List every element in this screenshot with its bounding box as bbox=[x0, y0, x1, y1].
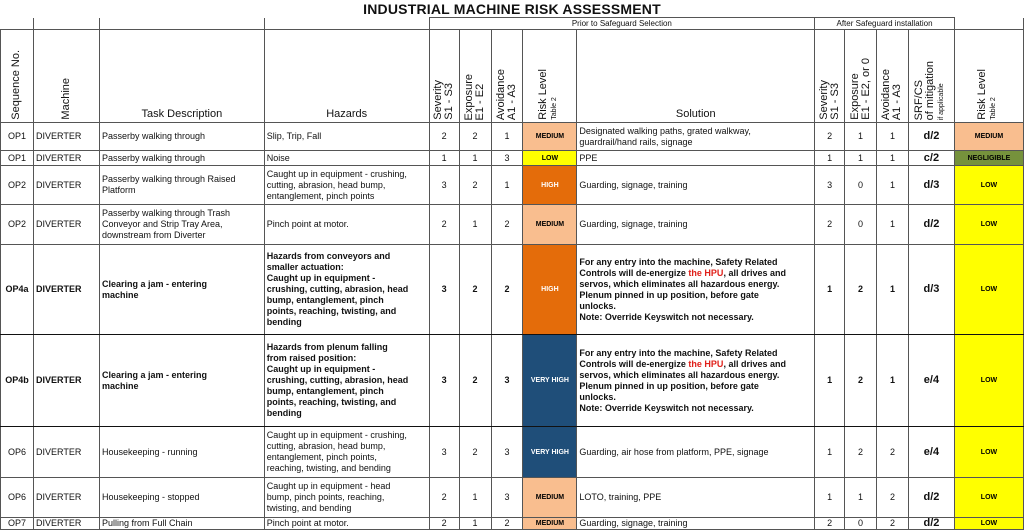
row-srf: d/2 bbox=[908, 518, 954, 530]
row-solution: Guarding, signage, training bbox=[577, 518, 815, 530]
row-machine: DIVERTER bbox=[33, 518, 99, 530]
row-severity: 3 bbox=[429, 427, 459, 478]
row-machine: DIVERTER bbox=[33, 205, 99, 245]
table-row bbox=[1, 123, 1024, 151]
row-exposure: 1 bbox=[459, 518, 491, 530]
row-exposure-after: 0 bbox=[845, 166, 877, 205]
risk-badge: HIGH bbox=[523, 166, 577, 205]
row-exposure: 1 bbox=[459, 151, 491, 166]
row-sequence: OP6 bbox=[1, 427, 34, 478]
row-exposure-after: 2 bbox=[845, 335, 877, 427]
row-solution: Designated walking paths, grated walkway, guardrail/hand rails, signage bbox=[577, 123, 815, 151]
row-machine: DIVERTER bbox=[33, 245, 99, 335]
row-sequence: OP4a bbox=[1, 245, 34, 335]
risk-badge-after: LOW bbox=[954, 335, 1023, 427]
row-solution: Guarding, air hose from platform, PPE, signage bbox=[577, 427, 815, 478]
row-avoidance: 2 bbox=[491, 518, 523, 530]
row-severity-after: 2 bbox=[815, 123, 845, 151]
row-exposure-after: 1 bbox=[845, 478, 877, 518]
header-srf: SRF/CS of mitigation if applicable bbox=[908, 30, 954, 123]
row-avoidance-after: 1 bbox=[877, 123, 909, 151]
row-solution: LOTO, training, PPE bbox=[577, 478, 815, 518]
row-exposure-after: 1 bbox=[845, 123, 877, 151]
row-avoidance-after: 1 bbox=[877, 335, 909, 427]
row-severity-after: 1 bbox=[815, 427, 845, 478]
row-hazards: Slip, Trip, Fall bbox=[264, 123, 429, 151]
row-task: Passerby walking through Trash Conveyor and Strip Tray Area, downstream from Diverter bbox=[99, 205, 264, 245]
row-srf: d/2 bbox=[908, 205, 954, 245]
row-hazards: Noise bbox=[264, 151, 429, 166]
group-before: Prior to Safeguard Selection bbox=[429, 18, 815, 30]
row-machine: DIVERTER bbox=[33, 123, 99, 151]
risk-badge: HIGH bbox=[523, 245, 577, 335]
row-severity: 2 bbox=[429, 205, 459, 245]
header-risk-after: Risk Level Table 2 bbox=[954, 30, 1023, 123]
row-avoidance: 1 bbox=[491, 123, 523, 151]
row-task: Housekeeping - running bbox=[99, 427, 264, 478]
row-severity-after: 1 bbox=[815, 151, 845, 166]
group-after: After Safeguard installation bbox=[815, 18, 955, 30]
row-hazards: Hazards from plenum falling from raised position: Caught up in equipment - crushing, cutting, abrasion, head bump, entanglement, pinch points, reaching, twisting, and bending bbox=[264, 335, 429, 427]
table-row bbox=[1, 205, 1024, 245]
row-srf: d/3 bbox=[908, 245, 954, 335]
row-avoidance: 3 bbox=[491, 151, 523, 166]
row-sequence: OP1 bbox=[1, 123, 34, 151]
column-header-row bbox=[1, 30, 1024, 123]
risk-badge: MEDIUM bbox=[523, 123, 577, 151]
row-exposure-after: 2 bbox=[845, 427, 877, 478]
row-hazards: Caught up in equipment - head bump, pinch points, reaching, twisting, and bending bbox=[264, 478, 429, 518]
row-exposure: 1 bbox=[459, 478, 491, 518]
row-avoidance-after: 2 bbox=[877, 427, 909, 478]
row-avoidance: 2 bbox=[491, 245, 523, 335]
row-srf: c/2 bbox=[908, 151, 954, 166]
row-exposure: 2 bbox=[459, 335, 491, 427]
row-avoidance-after: 1 bbox=[877, 245, 909, 335]
risk-badge-after: LOW bbox=[954, 478, 1023, 518]
row-solution: For any entry into the machine, Safety Related Controls will de-energize the HPU, all drives and servos, which eliminates all hazardous energy. Plenum pinned in up position, before gate unlocks. Note: Override Keyswitch not necessary. bbox=[577, 245, 815, 335]
row-machine: DIVERTER bbox=[33, 335, 99, 427]
row-avoidance-after: 1 bbox=[877, 205, 909, 245]
row-task: Clearing a jam - entering machine bbox=[99, 245, 264, 335]
risk-badge: MEDIUM bbox=[523, 478, 577, 518]
row-severity: 2 bbox=[429, 518, 459, 530]
row-exposure: 2 bbox=[459, 166, 491, 205]
row-severity-after: 2 bbox=[815, 518, 845, 530]
row-exposure-after: 0 bbox=[845, 518, 877, 530]
row-machine: DIVERTER bbox=[33, 166, 99, 205]
header-avoidance-after: Avoidance A1 - A3 bbox=[877, 30, 909, 123]
risk-badge-after: LOW bbox=[954, 166, 1023, 205]
row-exposure-after: 0 bbox=[845, 205, 877, 245]
header-exposure-before: Exposure E1 - E2 bbox=[459, 30, 491, 123]
row-avoidance: 1 bbox=[491, 166, 523, 205]
risk-badge-after: LOW bbox=[954, 427, 1023, 478]
group-header-row bbox=[1, 18, 1024, 30]
row-sequence: OP6 bbox=[1, 478, 34, 518]
row-exposure: 2 bbox=[459, 245, 491, 335]
header-solution: Solution bbox=[577, 30, 815, 123]
row-avoidance: 2 bbox=[491, 205, 523, 245]
row-avoidance: 3 bbox=[491, 427, 523, 478]
header-risk-before: Risk Level Table 2 bbox=[523, 30, 577, 123]
table-row bbox=[1, 335, 1024, 427]
row-severity-after: 1 bbox=[815, 335, 845, 427]
table-row bbox=[1, 151, 1024, 166]
row-machine: DIVERTER bbox=[33, 478, 99, 518]
header-severity-after: Severity S1 - S3 bbox=[815, 30, 845, 123]
row-machine: DIVERTER bbox=[33, 151, 99, 166]
risk-badge-after: NEGLIGIBLE bbox=[954, 151, 1023, 166]
row-machine: DIVERTER bbox=[33, 427, 99, 478]
header-avoidance-before: Avoidance A1 - A3 bbox=[491, 30, 523, 123]
row-hazards: Caught up in equipment - crushing, cutting, abrasion, head bump, entanglement, pinch points bbox=[264, 166, 429, 205]
row-avoidance-after: 2 bbox=[877, 518, 909, 530]
row-srf: e/4 bbox=[908, 335, 954, 427]
header-severity-before: Severity S1 - S3 bbox=[429, 30, 459, 123]
risk-badge-after: LOW bbox=[954, 245, 1023, 335]
row-severity-after: 2 bbox=[815, 205, 845, 245]
risk-badge: VERY HIGH bbox=[523, 427, 577, 478]
risk-badge: VERY HIGH bbox=[523, 335, 577, 427]
row-sequence: OP7 bbox=[1, 518, 34, 530]
row-task: Passerby walking through Raised Platform bbox=[99, 166, 264, 205]
row-exposure: 2 bbox=[459, 123, 491, 151]
table-row bbox=[1, 478, 1024, 518]
row-task: Passerby walking through bbox=[99, 151, 264, 166]
row-solution: Guarding, signage, training bbox=[577, 166, 815, 205]
row-severity: 2 bbox=[429, 478, 459, 518]
row-hazards: Pinch point at motor. bbox=[264, 518, 429, 530]
row-sequence: OP1 bbox=[1, 151, 34, 166]
risk-badge-after: MEDIUM bbox=[954, 123, 1023, 151]
header-hazards: Hazards bbox=[264, 30, 429, 123]
risk-assessment-table bbox=[0, 17, 1024, 530]
header-machine: Machine bbox=[33, 30, 99, 123]
risk-badge: MEDIUM bbox=[523, 518, 577, 530]
row-severity: 3 bbox=[429, 245, 459, 335]
row-exposure: 1 bbox=[459, 205, 491, 245]
row-severity: 2 bbox=[429, 123, 459, 151]
row-avoidance: 3 bbox=[491, 335, 523, 427]
row-severity-after: 1 bbox=[815, 478, 845, 518]
row-sequence: OP4b bbox=[1, 335, 34, 427]
row-solution: For any entry into the machine, Safety Related Controls will de-energize the HPU, all drives and servos, which eliminates all hazardous energy. Plenum pinned in up position, before gate unlocks. Note: Override Keyswitch not necessary. bbox=[577, 335, 815, 427]
row-task: Pulling from Full Chain bbox=[99, 518, 264, 530]
row-exposure-after: 2 bbox=[845, 245, 877, 335]
table-row bbox=[1, 166, 1024, 205]
risk-badge: LOW bbox=[523, 151, 577, 166]
row-solution: PPE bbox=[577, 151, 815, 166]
row-severity: 1 bbox=[429, 151, 459, 166]
row-severity-after: 1 bbox=[815, 245, 845, 335]
row-task: Clearing a jam - entering machine bbox=[99, 335, 264, 427]
row-srf: d/2 bbox=[908, 123, 954, 151]
row-task: Housekeeping - stopped bbox=[99, 478, 264, 518]
row-exposure: 2 bbox=[459, 427, 491, 478]
table-row bbox=[1, 427, 1024, 478]
row-severity: 3 bbox=[429, 166, 459, 205]
header-task: Task Description bbox=[99, 30, 264, 123]
row-sequence: OP2 bbox=[1, 166, 34, 205]
row-solution: Guarding, signage, training bbox=[577, 205, 815, 245]
row-severity: 3 bbox=[429, 335, 459, 427]
row-hazards: Caught up in equipment - crushing, cutting, abrasion, head bump, entanglement, pinch points, reaching, twisting, and bending bbox=[264, 427, 429, 478]
risk-badge-after: LOW bbox=[954, 205, 1023, 245]
row-hazards: Hazards from conveyors and smaller actuation: Caught up in equipment - crushing, cutting, abrasion, head bump, entanglement, pinch points, reaching, twisting, and bending bbox=[264, 245, 429, 335]
header-sequence: Sequence No. bbox=[1, 30, 34, 123]
page-title: INDUSTRIAL MACHINE RISK ASSESSMENT bbox=[363, 1, 661, 17]
row-exposure-after: 1 bbox=[845, 151, 877, 166]
row-avoidance-after: 2 bbox=[877, 478, 909, 518]
row-task: Passerby walking through bbox=[99, 123, 264, 151]
table-row bbox=[1, 245, 1024, 335]
row-sequence: OP2 bbox=[1, 205, 34, 245]
risk-badge: MEDIUM bbox=[523, 205, 577, 245]
row-severity-after: 3 bbox=[815, 166, 845, 205]
row-srf: e/4 bbox=[908, 427, 954, 478]
table-row bbox=[1, 518, 1024, 530]
header-exposure-after: Exposure E1 - E2, or 0 bbox=[845, 30, 877, 123]
row-avoidance: 3 bbox=[491, 478, 523, 518]
row-avoidance-after: 1 bbox=[877, 166, 909, 205]
row-srf: d/2 bbox=[908, 478, 954, 518]
row-srf: d/3 bbox=[908, 166, 954, 205]
row-avoidance-after: 1 bbox=[877, 151, 909, 166]
risk-badge-after: LOW bbox=[954, 518, 1023, 530]
row-hazards: Pinch point at motor. bbox=[264, 205, 429, 245]
